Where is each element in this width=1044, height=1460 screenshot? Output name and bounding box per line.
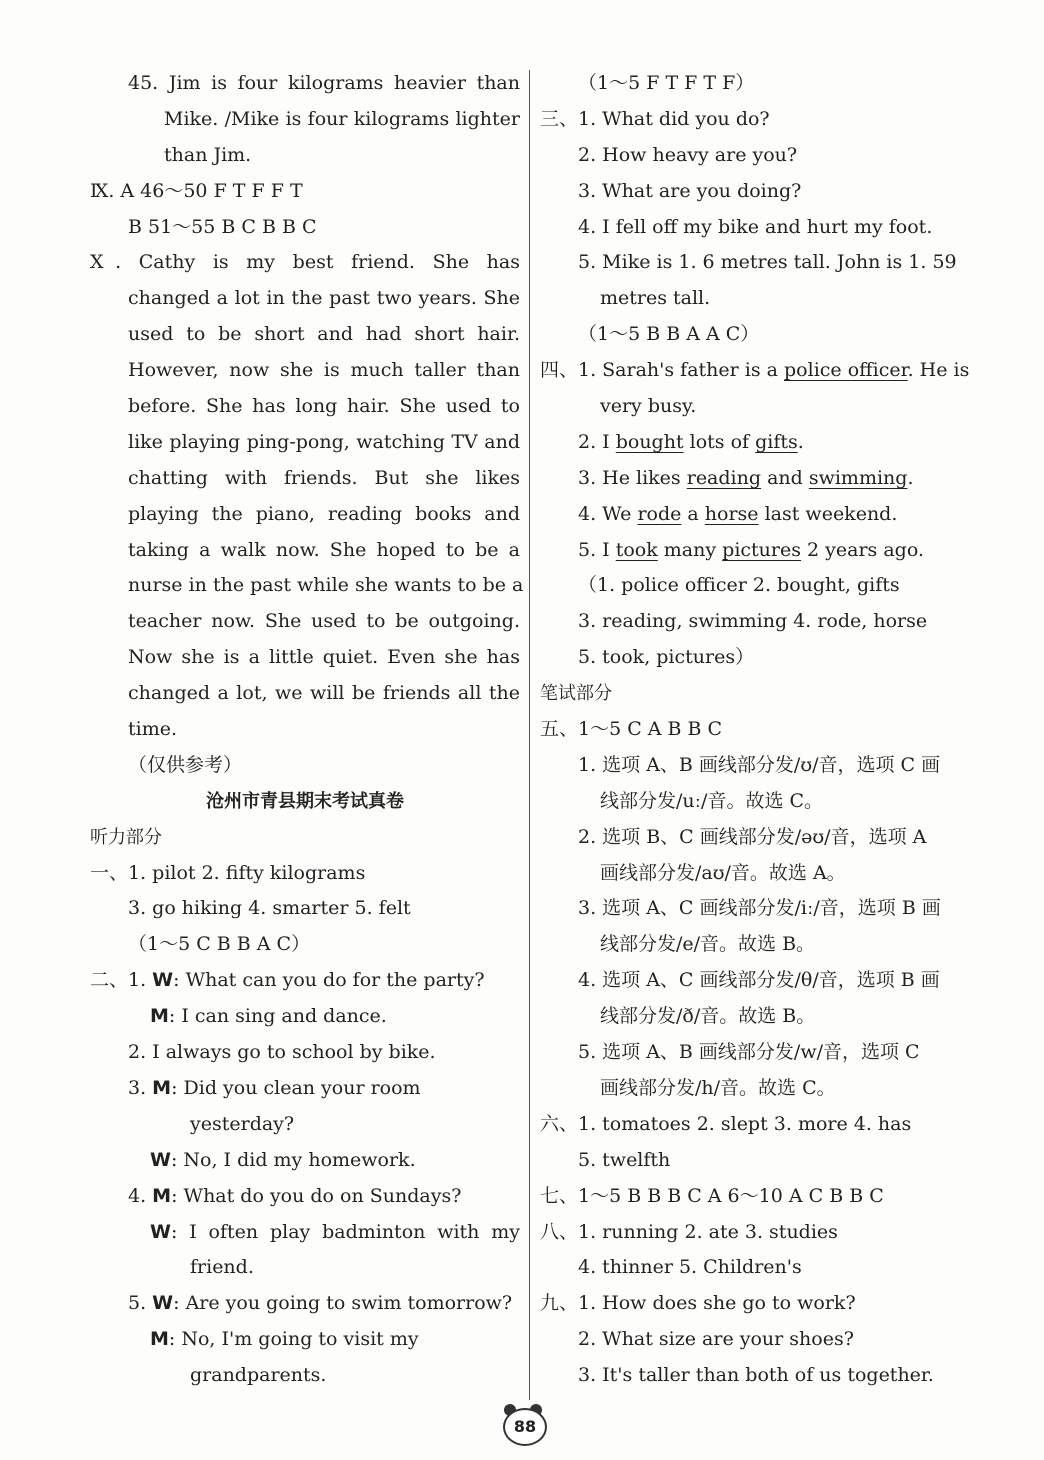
line-text: 4.	[128, 1184, 153, 1207]
text-line	[540, 1358, 970, 1394]
line-text: 4. I fell off my bike and hurt my foot.	[578, 215, 933, 238]
line-text: 3.	[128, 1076, 153, 1099]
text-line	[90, 497, 520, 533]
line-text: 三、1. What did you do?	[540, 107, 770, 130]
text-line	[540, 1071, 970, 1107]
line-text: 六、1. tomatoes 2. slept 3. more 4. has	[540, 1112, 912, 1135]
text-line	[90, 425, 520, 461]
text-line	[90, 533, 520, 569]
line-text: lots of	[683, 430, 756, 453]
line-text: （1～5 C B B A C）	[128, 933, 311, 956]
left-column	[90, 66, 524, 1394]
text-line	[90, 317, 520, 353]
line-text: 一、1. pilot 2. fifty kilograms	[90, 861, 366, 884]
text-line	[90, 138, 520, 174]
text-line	[540, 1143, 970, 1179]
text-line	[90, 927, 520, 963]
line-text: （1～5 B B A A C）	[578, 323, 760, 346]
line-text: 3. 选项 A、C 画线部分发/iː/音，选项 B 画	[578, 897, 941, 920]
line-text: : I often play badminton with my	[170, 1220, 520, 1243]
speaker-label: W	[150, 1220, 171, 1243]
text-line	[90, 245, 520, 281]
line-text: 5. 选项 A、B 画线部分发/w/音，选项 C	[578, 1041, 920, 1064]
line-text: grandparents.	[190, 1364, 327, 1387]
line-text: yesterday?	[190, 1112, 295, 1135]
text-line	[540, 1286, 970, 1322]
text-line	[540, 138, 970, 174]
line-text: 3. What are you doing?	[578, 179, 802, 202]
line-text: 5.	[128, 1292, 153, 1315]
line-text: chatting with friends. But she likes	[128, 466, 520, 489]
text-line	[90, 1107, 520, 1143]
line-text: 2 years ago.	[801, 538, 924, 561]
text-line	[90, 963, 520, 999]
line-text: 2. 选项 B、C 画线部分发/əʊ/音，选项 A	[578, 825, 927, 848]
line-text: 4. 选项 A、C 画线部分发/θ/音，选项 B 画	[578, 969, 940, 992]
text-line	[90, 353, 520, 389]
text-line	[540, 927, 970, 963]
text-line	[540, 820, 970, 856]
speaker-label: M	[150, 1005, 169, 1028]
line-text: 3. It's taller than both of us together.	[578, 1364, 934, 1387]
text-line	[540, 604, 970, 640]
text-line	[540, 389, 970, 425]
line-text: : Are you going to swim tomorrow?	[173, 1292, 513, 1315]
line-text: before. She has long hair. She used to	[128, 395, 520, 418]
text-line	[90, 389, 520, 425]
text-line	[540, 461, 970, 497]
line-text: 九、1. How does she go to work?	[540, 1292, 856, 1315]
line-text: Mike. /Mike is four kilograms lighter	[164, 107, 520, 130]
line-text: 5. twelfth	[578, 1148, 671, 1171]
line-text: 1. 选项 A、B 画线部分发/ʊ/音，选项 C 画	[578, 753, 941, 776]
line-text: than Jim.	[164, 143, 252, 166]
text-line	[90, 210, 520, 246]
line-text: metres tall.	[600, 287, 711, 310]
speaker-label: M	[150, 1328, 169, 1351]
text-line	[90, 676, 520, 712]
line-text: like playing ping-pong, watching TV and	[128, 430, 520, 453]
text-line	[90, 784, 520, 820]
line-text: a	[681, 502, 705, 525]
line-text: （仅供参考）	[128, 753, 243, 776]
underlined-answer: gifts	[755, 430, 798, 453]
line-text: 5. took, pictures）	[578, 646, 755, 669]
text-line	[540, 568, 970, 604]
line-text: nurse in the past while she wants to be a	[128, 574, 524, 597]
text-line	[90, 712, 520, 748]
line-text: 二、1.	[90, 969, 153, 992]
line-text: . He is	[907, 359, 970, 382]
line-text: 七、1～5 B B B C A 6～10 A C B B C	[540, 1184, 884, 1207]
line-text: : I can sing and dance.	[168, 1005, 387, 1028]
text-line	[90, 1179, 520, 1215]
line-text: 3. He likes	[578, 466, 687, 489]
line-text: taking a walk now. She hoped to be a	[128, 538, 520, 561]
underlined-answer: reading	[686, 466, 762, 489]
text-line	[540, 425, 970, 461]
text-line	[90, 1322, 520, 1358]
text-line	[540, 1322, 970, 1358]
line-text: used to be short and had short hair.	[128, 323, 520, 346]
line-text: changed a lot, we will be friends all the	[128, 682, 520, 705]
text-line	[90, 66, 520, 102]
line-text: : Did you clean your room	[171, 1076, 421, 1099]
speaker-label: W	[150, 1148, 171, 1171]
line-text: many	[657, 538, 723, 561]
line-text: .	[907, 466, 914, 489]
text-line	[540, 1107, 970, 1143]
text-line	[540, 1250, 970, 1286]
line-text: B 51～55 B C B B C	[128, 215, 317, 238]
text-line	[540, 676, 970, 712]
text-line	[90, 999, 520, 1035]
line-text: 2. I	[578, 430, 616, 453]
line-text: : No, I'm going to visit my	[168, 1328, 419, 1351]
speaker-label: M	[152, 1076, 172, 1099]
line-text: Ⅹ. Cathy is my best friend. She has	[90, 251, 520, 274]
line-text: and	[761, 466, 809, 489]
line-text: Ⅸ. A 46～50 F T F F T	[90, 179, 303, 202]
text-line	[90, 640, 520, 676]
line-text: 4. thinner 5. Children's	[578, 1256, 802, 1279]
line-text: （1～5 F T F T F）	[578, 72, 755, 94]
line-text: 笔试部分	[540, 683, 612, 705]
right-column	[540, 66, 970, 1394]
page-number: 88	[503, 1408, 547, 1446]
underlined-answer: horse	[704, 502, 759, 525]
text-line	[540, 102, 970, 138]
line-text: 45. Jim is four kilograms heavier than	[128, 72, 520, 94]
text-line	[540, 999, 970, 1035]
line-text: 3. go hiking 4. smarter 5. felt	[128, 897, 411, 920]
line-text: playing the piano, reading books and	[128, 502, 520, 525]
speaker-label: W	[152, 1292, 174, 1315]
text-line	[90, 1358, 520, 1394]
text-line	[90, 856, 520, 892]
line-text: 四、1. Sarah's father is a	[540, 359, 785, 382]
line-text: 4. We	[578, 502, 638, 525]
text-line	[540, 1035, 970, 1071]
line-text: （1. police officer 2. bought, gifts	[578, 574, 900, 597]
line-text: 听力部分	[90, 826, 162, 848]
line-text: 2. How heavy are you?	[578, 143, 798, 166]
text-line	[540, 784, 970, 820]
text-line	[90, 820, 520, 856]
line-text: : No, I did my homework.	[170, 1148, 416, 1171]
speaker-label: M	[152, 1184, 172, 1207]
line-text: 5. Mike is 1. 6 metres tall. John is 1. 59	[578, 251, 957, 274]
underlined-answer: took	[615, 538, 658, 561]
line-text: 2. What size are your shoes?	[578, 1328, 854, 1351]
text-line	[540, 856, 970, 892]
line-text: changed a lot in the past two years. She	[128, 287, 520, 310]
underlined-answer: pictures	[722, 538, 801, 561]
line-text: 5. I	[578, 538, 616, 561]
text-line	[540, 281, 970, 317]
line-text: 画线部分发/aʊ/音。故选 A。	[600, 861, 846, 884]
column-divider	[529, 70, 530, 1400]
text-line	[540, 353, 970, 389]
text-line	[90, 748, 520, 784]
line-text: 线部分发/uː/音。故选 C。	[600, 789, 824, 812]
line-text: 3. reading, swimming 4. rode, horse	[578, 610, 928, 633]
line-text: 2. I always go to school by bike.	[128, 1041, 436, 1064]
text-line	[540, 210, 970, 246]
underlined-answer: swimming	[808, 466, 908, 489]
text-line	[90, 174, 520, 210]
speaker-label: W	[152, 969, 174, 992]
line-text: : What can you do for the party?	[173, 969, 485, 992]
line-text: last weekend.	[758, 502, 898, 525]
page-footer	[490, 1402, 560, 1448]
line-text: friend.	[190, 1256, 254, 1279]
line-text: Now she is a little quiet. Even she has	[128, 646, 520, 669]
line-text: However, now she is much taller than	[128, 359, 520, 382]
text-line	[540, 1179, 970, 1215]
text-line	[540, 748, 970, 784]
text-line	[540, 497, 970, 533]
text-line	[540, 533, 970, 569]
text-line	[90, 1215, 520, 1251]
underlined-answer: bought	[615, 430, 684, 453]
text-line	[90, 1071, 520, 1107]
text-line	[540, 245, 970, 281]
line-text: 线部分发/e/音。故选 B。	[600, 933, 816, 956]
text-line	[540, 174, 970, 210]
text-line	[90, 604, 520, 640]
line-text: 沧州市青县期末考试真卷	[206, 790, 404, 812]
text-line	[540, 963, 970, 999]
text-line	[90, 891, 520, 927]
text-line	[90, 568, 524, 604]
text-line	[540, 1215, 970, 1251]
text-line	[90, 281, 520, 317]
underlined-answer: rode	[637, 502, 682, 525]
line-text: 线部分发/ð/音。故选 B。	[600, 1005, 816, 1028]
line-text: : What do you do on Sundays?	[171, 1184, 462, 1207]
text-line	[540, 640, 970, 676]
text-line	[90, 461, 520, 497]
line-text: very busy.	[600, 395, 697, 418]
text-line	[540, 712, 970, 748]
text-line	[90, 1250, 520, 1286]
text-line	[90, 1286, 520, 1322]
line-text: time.	[128, 718, 178, 741]
text-line	[90, 1143, 520, 1179]
text-line	[540, 66, 970, 102]
line-text: 画线部分发/h/音。故选 C。	[600, 1076, 836, 1099]
text-line	[540, 317, 970, 353]
line-text: 五、1～5 C A B B C	[540, 718, 723, 741]
line-text: .	[797, 430, 804, 453]
text-line	[90, 1035, 520, 1071]
text-line	[540, 891, 970, 927]
line-text: 八、1. running 2. ate 3. studies	[540, 1220, 838, 1243]
line-text: teacher now. She used to be outgoing.	[128, 610, 520, 633]
text-line	[90, 102, 520, 138]
underlined-answer: police officer	[784, 359, 908, 382]
